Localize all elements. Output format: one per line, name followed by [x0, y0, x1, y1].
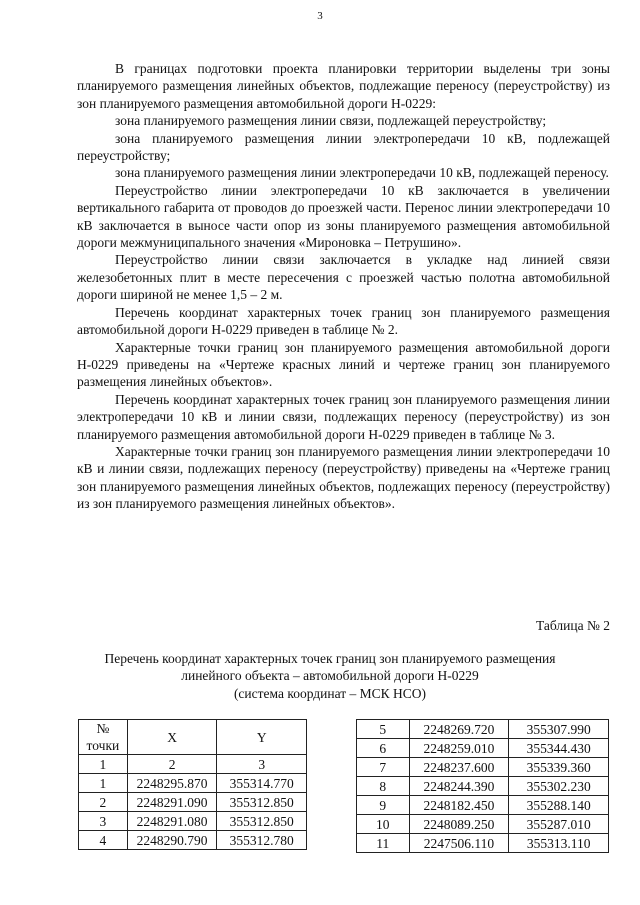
table-cell: 355312.850 [217, 793, 307, 812]
table-cell: 355344.430 [509, 739, 609, 758]
table-cell: 355307.990 [509, 720, 609, 739]
paragraph: Перечень координат характерных точек границ зон планируемого размещения автомобильной дороги Н-0229 приведен в таблице № 2. [77, 304, 610, 338]
coordinates-table-left [78, 719, 307, 850]
table-cell: 6 [357, 739, 410, 758]
table-row [357, 777, 609, 796]
table-row [357, 758, 609, 777]
table-cell: 1 [79, 774, 128, 793]
paragraph: В границах подготовки проекта планировки территории выделены три зоны планируемого размещения линейных объектов, подлежащие переносу (переустройству) из зон планируемого размещения автомобильной дороги Н-0229: [77, 61, 610, 111]
caption-line: (система координат – МСК НСО) [233, 685, 427, 701]
paragraph: Переустройство линии связи заключается в укладке над линией связи железобетонных плит в месте пересечения с проезжей частью полотна автомобильной дороги шириной не менее 1,5 – 2 м. [77, 252, 610, 303]
table-index-row [79, 755, 307, 774]
table-cell: 2248291.090 [127, 793, 217, 812]
table-row [79, 793, 307, 812]
table-cell: 1 [79, 755, 128, 774]
table-cell: 2 [127, 755, 217, 774]
header-point-number: № точки [79, 720, 128, 755]
table-cell: 2248269.720 [409, 720, 509, 739]
table-cell: 2248237.600 [409, 758, 509, 777]
paragraph: зона планируемого размещения линии электропередачи 10 кВ, подлежащей переносу. [115, 165, 609, 181]
table-header-row [79, 720, 307, 755]
table-row [79, 831, 307, 850]
table-cell: 3 [217, 755, 307, 774]
table-cell: 3 [79, 812, 128, 831]
table-caption [60, 650, 600, 702]
table-cell: 2248291.080 [127, 812, 217, 831]
table-cell: 2248290.790 [127, 831, 217, 850]
table-row [357, 796, 609, 815]
table-row [357, 815, 609, 834]
table-cell: 355287.010 [509, 815, 609, 834]
table-cell: 8 [357, 777, 410, 796]
table-cell: 355312.850 [217, 812, 307, 831]
table-row [357, 720, 609, 739]
header-x: X [127, 720, 217, 755]
header-y: Y [217, 720, 307, 755]
paragraph: зона планируемого размещения линии связи, подлежащей переустройству; [115, 113, 547, 129]
table-cell: 355288.140 [509, 796, 609, 815]
table-cell: 355313.110 [509, 834, 609, 853]
table-label: Таблица № 2 [536, 618, 610, 633]
table-cell: 2247506.110 [409, 834, 509, 853]
table-cell: 355302.230 [509, 777, 609, 796]
table-cell: 2248259.010 [409, 739, 509, 758]
paragraph: Характерные точки границ зон планируемого размещения линии электропередачи 10 кВ и линии связи, подлежащих переносу (переустройству) приведены на «Чертеже границ зон планируемого размещения линейных объектов, подлежащих переносу (переустройству) из зон планируемого размещения линейных объектов». [77, 443, 610, 512]
caption-line: Перечень координат характерных точек границ зон планируемого размещения [104, 651, 556, 666]
table-cell: 2248089.250 [409, 815, 509, 834]
table-cell: 2248244.390 [409, 777, 509, 796]
table-cell: 5 [357, 720, 410, 739]
table-cell: 7 [357, 758, 410, 777]
table-cell: 11 [357, 834, 410, 853]
table-row [357, 834, 609, 853]
caption-line: линейного объекта – автомобильной дороги Н-0229 [181, 668, 479, 684]
table-cell: 2248295.870 [127, 774, 217, 793]
table-cell: 2248182.450 [409, 796, 509, 815]
table-cell: 355312.780 [217, 831, 307, 850]
table-row [79, 812, 307, 831]
body-text [77, 60, 610, 513]
paragraph: Перечень координат характерных точек границ зон планируемого размещения линии электропередачи 10 кВ и линии связи, подлежащих переносу (переустройству) из зон планируемого размещения автомобильной дороги Н-0229 приведен в таблице № 3. [77, 391, 610, 442]
table-row [357, 739, 609, 758]
table-cell: 9 [357, 796, 410, 815]
paragraph: зона планируемого размещения линии электропередачи 10 кВ, подлежащей переустройству; [77, 130, 610, 164]
paragraph: Характерные точки границ зон планируемого размещения автомобильной дороги Н-0229 приведены на «Чертеже красных линий и чертеже границ зон планируемого размещения линейных объектов». [77, 339, 610, 390]
table-row [79, 774, 307, 793]
table-cell: 355314.770 [217, 774, 307, 793]
coordinates-table-right [356, 719, 609, 853]
table-cell: 355339.360 [509, 758, 609, 777]
page-number: 3 [317, 10, 323, 22]
paragraph: Переустройство линии электропередачи 10 кВ заключается в увеличении вертикального габарита от проводов до проезжей части. Перенос линии электропередачи 10 кВ заключается в выносе части опор из зоны планируемого размещения автомобильной дороги межмуниципального значения «Мироновка – Петрушино». [77, 182, 610, 251]
table-cell: 10 [357, 815, 410, 834]
table-cell: 2 [79, 793, 128, 812]
table-cell: 4 [79, 831, 128, 850]
